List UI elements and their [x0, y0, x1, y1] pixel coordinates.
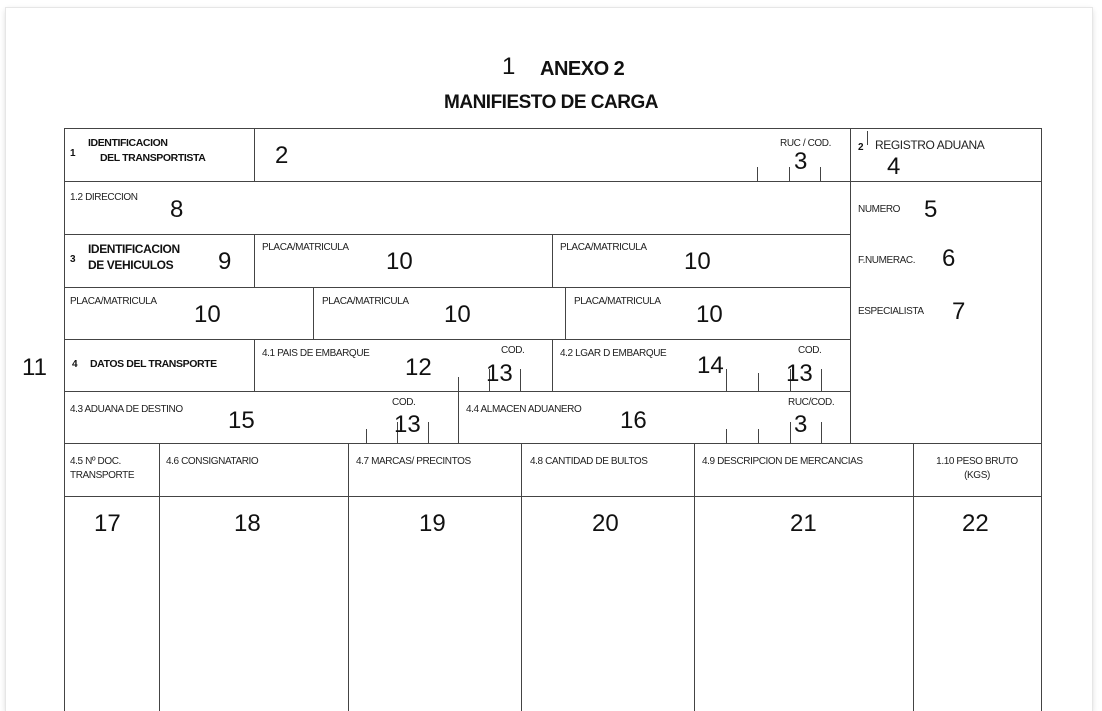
carrier-label-line1: IDENTIFICACION [88, 137, 168, 149]
address-number: 8 [170, 196, 184, 223]
annex-title: ANEXO 2 [540, 58, 625, 80]
almacen-number: 16 [620, 407, 647, 434]
col-consignee-number: 18 [234, 510, 261, 537]
lugar-label: 4.2 LGAR D EMBARQUE [560, 348, 667, 359]
ruc-cod-number: 3 [794, 148, 808, 175]
section-1-index: 1 [70, 148, 76, 159]
lugar-cod-label: COD. [798, 345, 822, 356]
col-description-number: 21 [790, 510, 817, 537]
vehicle-number: 9 [218, 248, 232, 275]
especialista-label: ESPECIALISTA [858, 306, 924, 317]
fnumerac-number: 6 [942, 245, 956, 272]
col-marks-number: 19 [419, 510, 446, 537]
pais-cod-label: COD. [501, 345, 525, 356]
section-2-index: 2 [858, 142, 864, 153]
pais-label: 4.1 PAIS DE EMBARQUE [262, 348, 370, 359]
carrier-number: 2 [275, 142, 289, 169]
col-doc-number: 17 [94, 510, 121, 537]
vehicle-label-line1: IDENTIFICACION [88, 242, 180, 256]
side-number: 11 [22, 354, 47, 381]
manifest-title: MANIFIESTO DE CARGA [444, 92, 658, 113]
col-weight-header-line1: 1.10 PESO BRUTO [936, 456, 1018, 467]
header-number: 1 [502, 53, 516, 80]
pais-cod-number: 13 [486, 360, 513, 387]
plate-label-2: PLACA/MATRICULA [560, 242, 647, 253]
aduana-label: 4.3 ADUANA DE DESTINO [70, 404, 183, 415]
section-4-index: 4 [72, 359, 78, 370]
plate-label-4: PLACA/MATRICULA [322, 296, 409, 307]
plate-number-2: 10 [684, 248, 711, 275]
col-weight-number: 22 [962, 510, 989, 537]
col-marks-header: 4.7 MARCAS/ PRECINTOS [356, 456, 471, 467]
col-weight-header-line2: (KGS) [964, 470, 990, 481]
ruccod-label: RUC/COD. [788, 397, 835, 408]
pais-number: 12 [405, 354, 432, 381]
registry-number: 4 [887, 153, 901, 180]
especialista-number: 7 [952, 298, 966, 325]
plate-number-5: 10 [696, 301, 723, 328]
vehicle-label-line2: DE VEHICULOS [88, 258, 174, 272]
lugar-cod-number: 13 [786, 360, 813, 387]
plate-label-3: PLACA/MATRICULA [70, 296, 157, 307]
section-3-index: 3 [70, 254, 76, 265]
aduana-cod-label: COD. [392, 397, 416, 408]
aduana-number: 15 [228, 407, 255, 434]
numero-label: NUMERO [858, 204, 901, 215]
col-packages-number: 20 [592, 510, 619, 537]
fnumerac-label: F.NUMERAC. [858, 255, 916, 266]
col-packages-header: 4.8 CANTIDAD DE BULTOS [530, 456, 648, 467]
plate-number-3: 10 [194, 301, 221, 328]
address-label: 1.2 DIRECCION [70, 192, 138, 203]
aduana-cod-number: 13 [394, 411, 421, 438]
col-doc-header-line1: 4.5 Nº DOC. [70, 456, 121, 467]
plate-number-4: 10 [444, 301, 471, 328]
plate-label-1: PLACA/MATRICULA [262, 242, 349, 253]
ruccod-number: 3 [794, 411, 808, 438]
col-description-header: 4.9 DESCRIPCION DE MERCANCIAS [702, 456, 863, 467]
transport-label: DATOS DEL TRANSPORTE [90, 358, 217, 370]
almacen-label: 4.4 ALMACEN ADUANERO [466, 404, 582, 415]
col-consignee-header: 4.6 CONSIGNATARIO [166, 456, 259, 467]
lugar-number: 14 [697, 352, 724, 379]
plate-label-5: PLACA/MATRICULA [574, 296, 661, 307]
ruc-cod-label: RUC / COD. [780, 138, 832, 149]
carrier-label-line2: DEL TRANSPORTISTA [100, 152, 206, 164]
numero-number: 5 [924, 196, 938, 223]
plate-number-1: 10 [386, 248, 413, 275]
col-doc-header-line2: TRANSPORTE [70, 470, 135, 481]
registry-label: REGISTRO ADUANA [875, 138, 985, 152]
